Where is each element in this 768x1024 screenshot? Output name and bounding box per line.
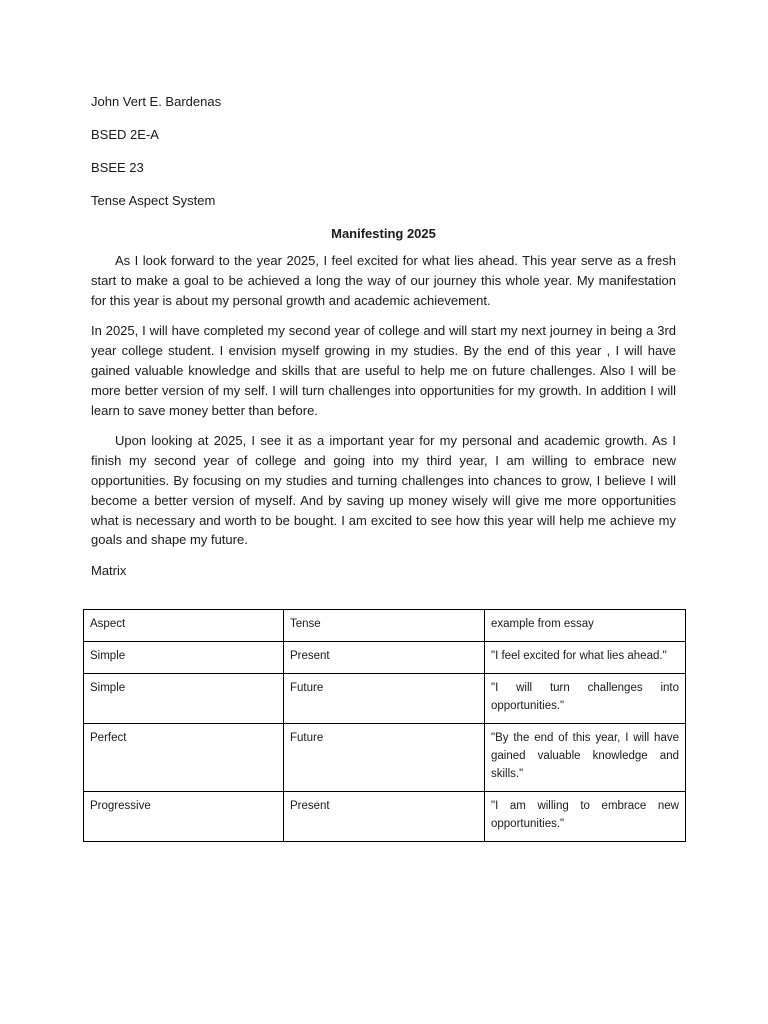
matrix-header-tense: Tense <box>284 610 485 642</box>
essay-title: Manifesting 2025 <box>331 226 436 241</box>
matrix-cell-tense: Present <box>284 792 485 842</box>
matrix-cell-tense: Future <box>284 724 485 792</box>
matrix-cell-aspect: Simple <box>84 674 284 724</box>
course-code: BSEE 23 <box>91 160 144 175</box>
matrix-header-aspect: Aspect <box>84 610 284 642</box>
matrix-cell-example: "I am willing to embrace new opportunities." <box>485 792 686 842</box>
matrix-cell-aspect: Progressive <box>84 792 284 842</box>
matrix-header-example: example from essay <box>485 610 686 642</box>
matrix-cell-aspect: Simple <box>84 642 284 674</box>
matrix-header-row <box>84 610 686 642</box>
essay-paragraph-3: Upon looking at 2025, I see it as a important year for my personal and academic growth. As I finish my second year of college and going into my third year, I am willing to embrace new opportunities. By focusing on my studies and turning challenges into chances to grow, I believe I will become a better version of myself. And by saving up money wisely will give me more opportunities what is necessary and worth to be bought. I am excited to see how this year will help me achieve my goals and shape my future. <box>91 433 676 548</box>
matrix-cell-tense: Future <box>284 674 485 724</box>
matrix-cell-example: "By the end of this year, I will have gained valuable knowledge and skills." <box>485 724 686 792</box>
table-row <box>84 792 686 842</box>
matrix-cell-aspect: Perfect <box>84 724 284 792</box>
table-row <box>84 642 686 674</box>
student-name: John Vert E. Bardenas <box>91 94 222 109</box>
essay-paragraph-2: In 2025, I will have completed my second year of college and will start my next journey in being a 3rd year college student. I envision myself growing in my studies. By the end of this year , I will have gained valuable knowledge and skills that are useful to help me on future challenges. Also I will be more better version of my self. I will turn challenges into opportunities for my growth. In addition I will learn to save money better than before. <box>91 323 676 418</box>
tense-aspect-matrix <box>83 609 686 842</box>
table-row <box>84 724 686 792</box>
assignment-topic: Tense Aspect System <box>91 193 216 208</box>
matrix-cell-example: "I feel excited for what lies ahead." <box>485 642 686 674</box>
matrix-label: Matrix <box>91 563 127 579</box>
matrix-cell-tense: Present <box>284 642 485 674</box>
table-row <box>84 674 686 724</box>
document-body <box>91 92 676 591</box>
student-section: BSED 2E-A <box>91 127 159 142</box>
essay-paragraph-1: As I look forward to the year 2025, I feel excited for what lies ahead. This year serve as a fresh start to make a goal to be achieved a long the way of our journey this whole year. My manifestation for this year is about my personal growth and academic achievement. <box>91 253 676 308</box>
matrix-cell-example: "I will turn challenges into opportunities." <box>485 674 686 724</box>
